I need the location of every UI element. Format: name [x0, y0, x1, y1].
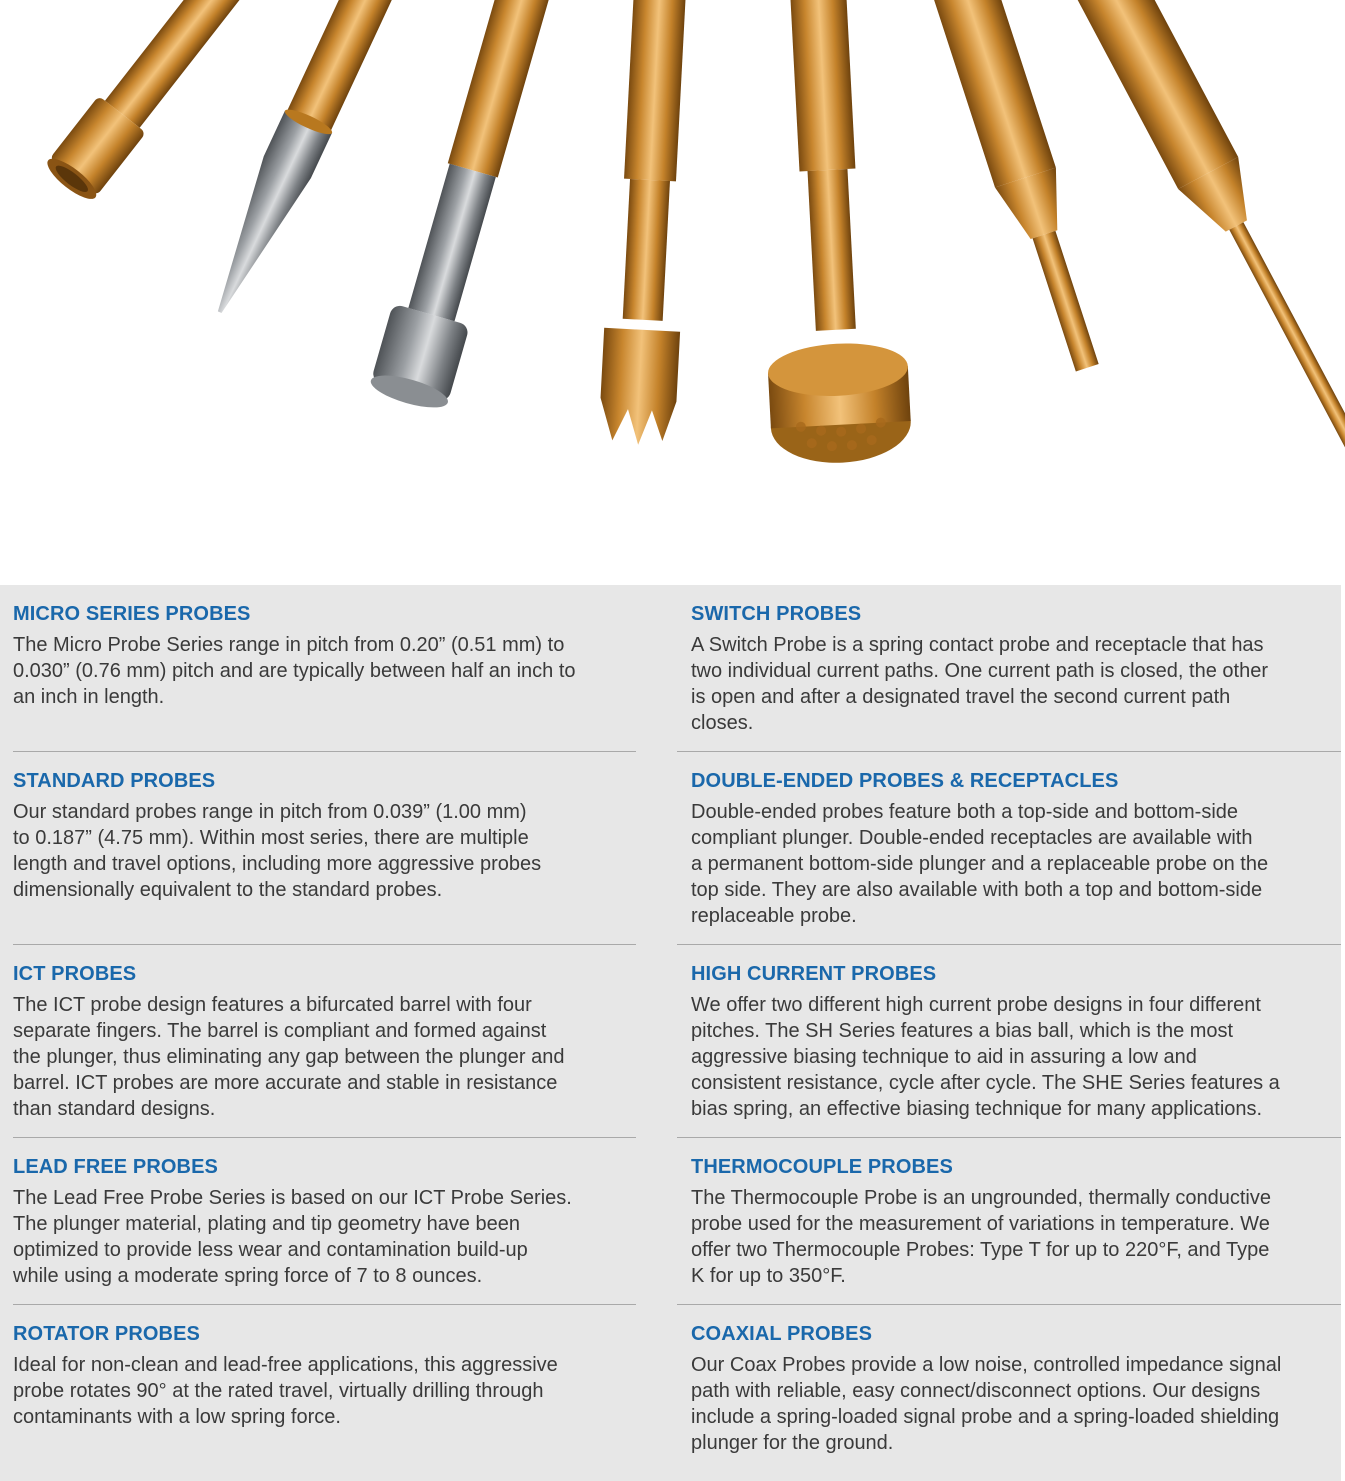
section-body: A Switch Probe is a spring contact probe and receptacle that has two individual current paths. One current path is closed, the other is open and after a designated travel the second current path closes.	[691, 634, 1268, 734]
section-body: The Micro Probe Series range in pitch from 0.20” (0.51 mm) to 0.030” (0.76 mm) pitch and are typically between half an inch to an inch in length.	[13, 634, 576, 708]
section-body: Our standard probes range in pitch from 0.039” (1.00 mm) to 0.187” (4.75 mm). Within most series, there are multiple length and travel options, including more aggressive probes dimensionally equivalent to the standard probes.	[13, 801, 542, 901]
hero-image	[0, 0, 1345, 585]
section-body: The ICT probe design features a bifurcated barrel with four separate fingers. The barrel is compliant and formed against the plunger, thus eliminating any gap between the plunger and barrel. ICT probes are more accurate and stable in resistance than standard designs.	[13, 994, 565, 1120]
section-title: ROTATOR PROBES	[13, 1323, 200, 1345]
section-title: COAXIAL PROBES	[691, 1323, 873, 1345]
section-body: The Lead Free Probe Series is based on our ICT Probe Series. The plunger material, plating and tip geometry have been optimized to provide less wear and contamination build-up while using a moderate spring force of 7 to 8 ounces.	[13, 1187, 572, 1287]
section-body: Ideal for non-clean and lead-free applications, this aggressive probe rotates 90° at the rated travel, virtually drilling through contaminants with a low spring force.	[13, 1354, 558, 1428]
section-body: We offer two different high current probe designs in four different pitches. The SH Series features a bias ball, which is the most aggressive biasing technique to aid in assuring a low and consistent resistance, cycle after cycle. The SHE Series features a bias spring, an effective biasing technique for many applications.	[691, 994, 1280, 1120]
section-title: MICRO SERIES PROBES	[13, 603, 251, 625]
section-title: LEAD FREE PROBES	[13, 1156, 218, 1178]
section-title: SWITCH PROBES	[691, 603, 862, 625]
probe-types-panel	[0, 585, 1341, 1481]
section-high-current-probes	[677, 945, 1341, 1138]
section-title: HIGH CURRENT PROBES	[691, 963, 937, 985]
section-double-ended-probes	[677, 752, 1341, 945]
section-standard-probes	[13, 752, 636, 945]
section-coaxial-probes	[677, 1305, 1341, 1481]
section-body: Our Coax Probes provide a low noise, controlled impedance signal path with reliable, easy connect/disconnect options. Our designs include a spring-loaded signal probe and a spring-loaded shielding plunger for the ground.	[691, 1354, 1282, 1454]
section-micro-series-probes	[13, 585, 636, 752]
section-lead-free-probes	[13, 1138, 636, 1305]
section-title: THERMOCOUPLE PROBES	[691, 1156, 953, 1178]
section-title: STANDARD PROBES	[13, 770, 216, 792]
section-body: Double-ended probes feature both a top-side and bottom-side compliant plunger. Double-ended receptacles are available with a permanent bottom-side plunger and a replaceable probe on the top side. They are also available with both a top and bottom-side replaceable probe.	[691, 801, 1269, 927]
section-switch-probes	[677, 585, 1341, 752]
section-ict-probes	[13, 945, 636, 1138]
spring-probe-tips-photo-icon	[0, 0, 1345, 585]
section-thermocouple-probes	[677, 1138, 1341, 1305]
section-title: ICT PROBES	[13, 963, 137, 985]
section-title: DOUBLE-ENDED PROBES & RECEPTACLES	[691, 770, 1119, 792]
section-body: The Thermocouple Probe is an ungrounded, thermally conductive probe used for the measurement of variations in temperature. We offer two Thermocouple Probes: Type T for up to 220°F, and Type K for up to 350°F.	[691, 1187, 1271, 1287]
section-rotator-probes	[13, 1305, 636, 1481]
